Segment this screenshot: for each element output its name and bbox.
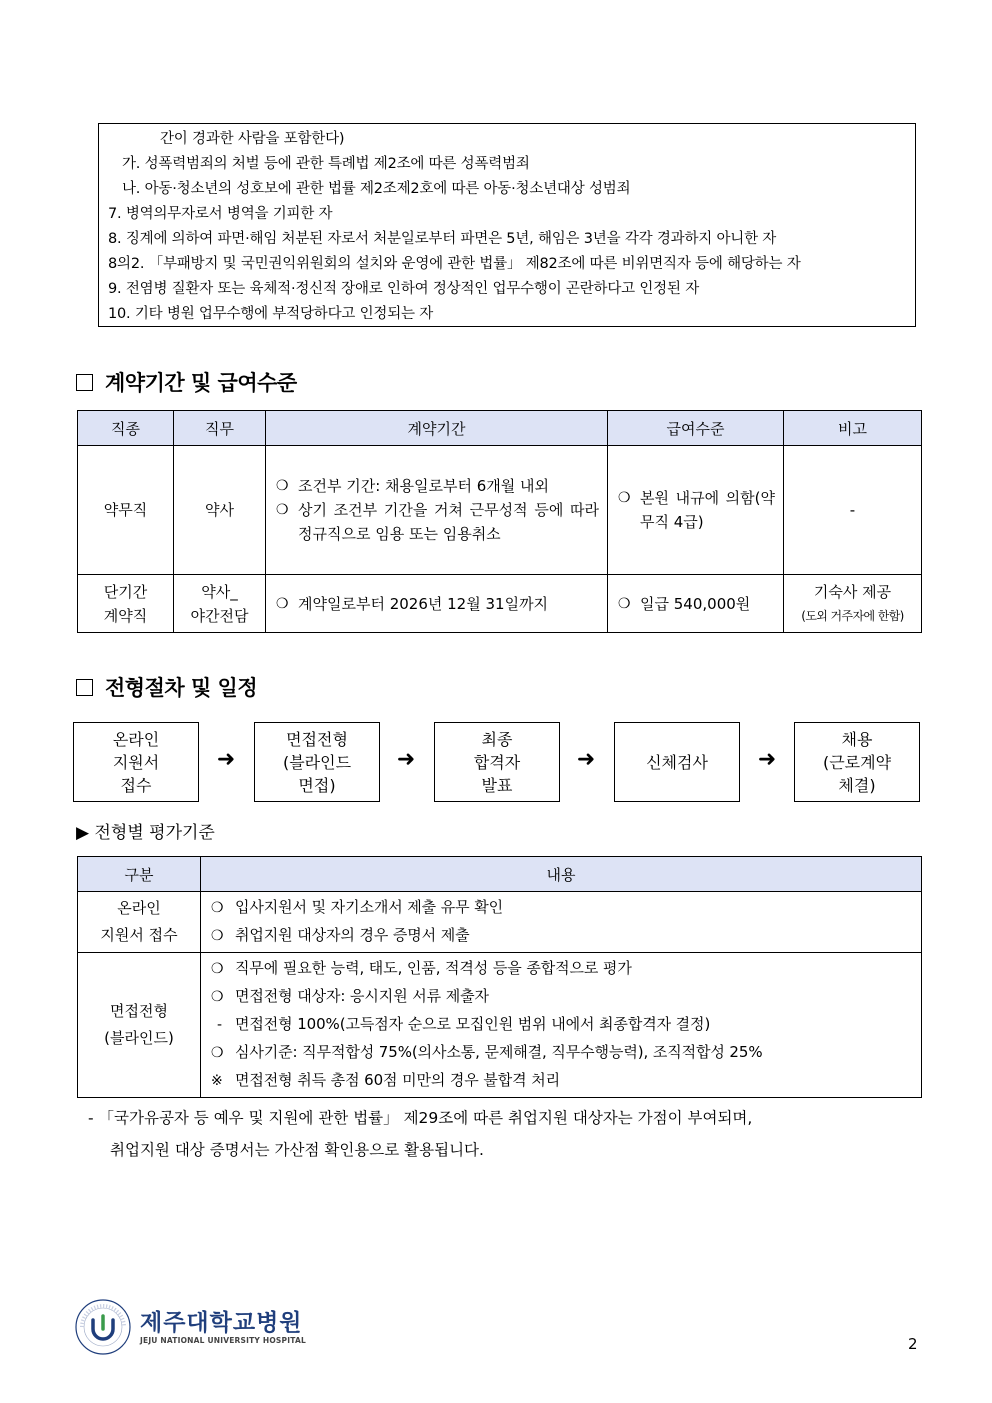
criteria-line: 가. 성폭력범죄의 처벌 등에 관한 특례법 제2조에 따른 성폭력범죄: [122, 156, 530, 172]
circle-bullet-icon: ❍: [211, 961, 224, 977]
header-cell: 계약기간: [266, 411, 608, 446]
content-cell: [201, 953, 922, 1098]
table-header-row: [78, 857, 922, 892]
process-step-medical-exam: 신체검사: [614, 722, 740, 802]
list-item: - 면접전형 100%(고득점자 순으로 모집인원 범위 내에서 최종합격자 결정): [211, 1011, 911, 1039]
circle-bullet-icon: ❍: [211, 928, 224, 944]
footnote: [88, 1102, 918, 1166]
category-cell: 면접전형 (블라인드): [78, 953, 201, 1098]
table-row: [78, 892, 922, 953]
job-type-cell: 약무직: [78, 446, 174, 575]
circle-bullet-icon: ❍: [618, 595, 631, 612]
header-cell: 구분: [78, 857, 201, 892]
dash-bullet-icon: -: [217, 1017, 222, 1033]
circle-bullet-icon: ❍: [211, 900, 224, 916]
criteria-line: 9. 전염병 질환자 또는 육체적·정신적 장애로 인하여 정상적인 업무수행이 곤란하다고 인정된 자: [108, 281, 700, 297]
criteria-line: 간이 경과한 사람을 포함한다): [160, 131, 345, 147]
note-cell: 기숙사 제공 (도외 거주자에 한함): [784, 575, 922, 633]
circle-bullet-icon: ❍: [276, 595, 289, 612]
list-item: ❍ 직무에 필요한 능력, 태도, 인품, 적격성 등을 종합적으로 평가: [211, 955, 911, 983]
period-cell: [266, 575, 608, 633]
arrow-right-icon: ➜: [396, 747, 416, 772]
header-cell: 직무: [174, 411, 266, 446]
process-step-online-application: 온라인 지원서 접수: [73, 722, 199, 802]
list-item: ❍ 심사기준: 직무적합성 75%(의사소통, 문제해결, 직무수행능력), 조직적합성 25%: [211, 1039, 911, 1067]
table-header-row: [78, 411, 922, 446]
section-heading-contract: [76, 367, 297, 397]
table-row: [78, 953, 922, 1098]
list-item: ❍ 면접전형 대상자: 응시지원 서류 제출자: [211, 983, 911, 1011]
arrow-right-icon: ➜: [216, 747, 236, 772]
list-item: ❍ 본원 내규에 의함(약무직 4급): [618, 486, 775, 534]
hospital-logo: [74, 1298, 306, 1356]
circle-bullet-icon: ❍: [211, 1045, 224, 1061]
page-number: 2: [908, 1335, 918, 1353]
process-step-final-announcement: 최종 합격자 발표: [434, 722, 560, 802]
list-item: ❍ 일급 540,000원: [618, 592, 775, 616]
list-item: ❍ 조건부 기간: 채용일로부터 6개월 내외: [276, 474, 599, 498]
hospital-name-en: JEJU NATIONAL UNIVERSITY HOSPITAL: [140, 1335, 306, 1345]
header-cell: 비고: [784, 411, 922, 446]
footnote-line: - 「국가유공자 등 예우 및 지원에 관한 법률」 제29조에 따른 취업지원 대상자는 가점이 부여되며,: [88, 1109, 753, 1127]
criteria-box: [98, 123, 916, 327]
header-cell: 내용: [201, 857, 922, 892]
content-cell: [201, 892, 922, 953]
checkbox-square-icon: [76, 374, 93, 391]
header-cell: 급여수준: [608, 411, 784, 446]
duty-cell: 약사_ 야간전담: [174, 575, 266, 633]
criteria-line: 10. 기타 병원 업무수행에 부적당하다고 인정되는 자: [108, 306, 434, 322]
arrow-right-icon: ➜: [757, 747, 777, 772]
salary-cell: [608, 575, 784, 633]
salary-cell: [608, 446, 784, 575]
period-cell: [266, 446, 608, 575]
evaluation-subtitle: ▶ 전형별 평가기준: [76, 823, 215, 843]
arrow-right-icon: ➜: [576, 747, 596, 772]
process-step-hiring: 채용 (근로계약 체결): [794, 722, 920, 802]
section-title: 전형절차 및 일정: [105, 676, 258, 700]
duty-cell: 약사: [174, 446, 266, 575]
list-item: ❍ 입사지원서 및 자기소개서 제출 유무 확인: [211, 894, 911, 922]
table-row: [78, 575, 922, 633]
category-cell: 온라인 지원서 접수: [78, 892, 201, 953]
circle-bullet-icon: ❍: [211, 989, 224, 1005]
hospital-emblem-icon: [74, 1298, 132, 1356]
criteria-line: 8의2. 「부패방지 및 국민권익위원회의 설치와 운영에 관한 법률」 제82조에 따른 비위면직자 등에 해당하는 자: [108, 256, 801, 272]
criteria-line: 나. 아동·청소년의 성호보에 관한 법률 제2조제2호에 따른 아동·청소년대상 성범죄: [122, 181, 631, 197]
circle-bullet-icon: ❍: [276, 502, 289, 518]
note-cell: -: [784, 446, 922, 575]
list-item: ※ 면접전형 취득 총점 60점 미만의 경우 불합격 처리: [211, 1067, 911, 1095]
reference-mark-icon: ※: [211, 1073, 223, 1089]
evaluation-table: [77, 856, 922, 1098]
process-step-interview: 면접전형 (블라인드 면접): [254, 722, 380, 802]
footnote-line: 취업지원 대상 증명서는 가산점 확인용으로 활용됩니다.: [110, 1141, 484, 1159]
list-item: ❍ 취업지원 대상자의 경우 증명서 제출: [211, 922, 911, 950]
criteria-line: 7. 병역의무자로서 병역을 기피한 자: [108, 206, 333, 222]
contract-table: [77, 410, 922, 633]
section-title: 계약기간 및 급여수준: [105, 371, 297, 395]
criteria-line: 8. 징계에 의하여 파면·해임 처분된 자로서 처분일로부터 파면은 5년, 해임은 3년을 각각 경과하지 아니한 자: [108, 231, 777, 247]
checkbox-square-icon: [76, 679, 93, 696]
list-item: ❍ 계약일로부터 2026년 12월 31일까지: [276, 592, 599, 616]
hospital-name: 제주대학교병원: [140, 1309, 303, 1336]
table-row: [78, 446, 922, 575]
list-item: ❍ 상기 조건부 기간을 거쳐 근무성적 등에 따라 정규직으로 임용 또는 임용취소: [276, 498, 599, 546]
circle-bullet-icon: ❍: [618, 490, 631, 506]
job-type-cell: 단기간 계약직: [78, 575, 174, 633]
header-cell: 직종: [78, 411, 174, 446]
section-heading-process: [76, 672, 257, 702]
circle-bullet-icon: ❍: [276, 478, 289, 494]
